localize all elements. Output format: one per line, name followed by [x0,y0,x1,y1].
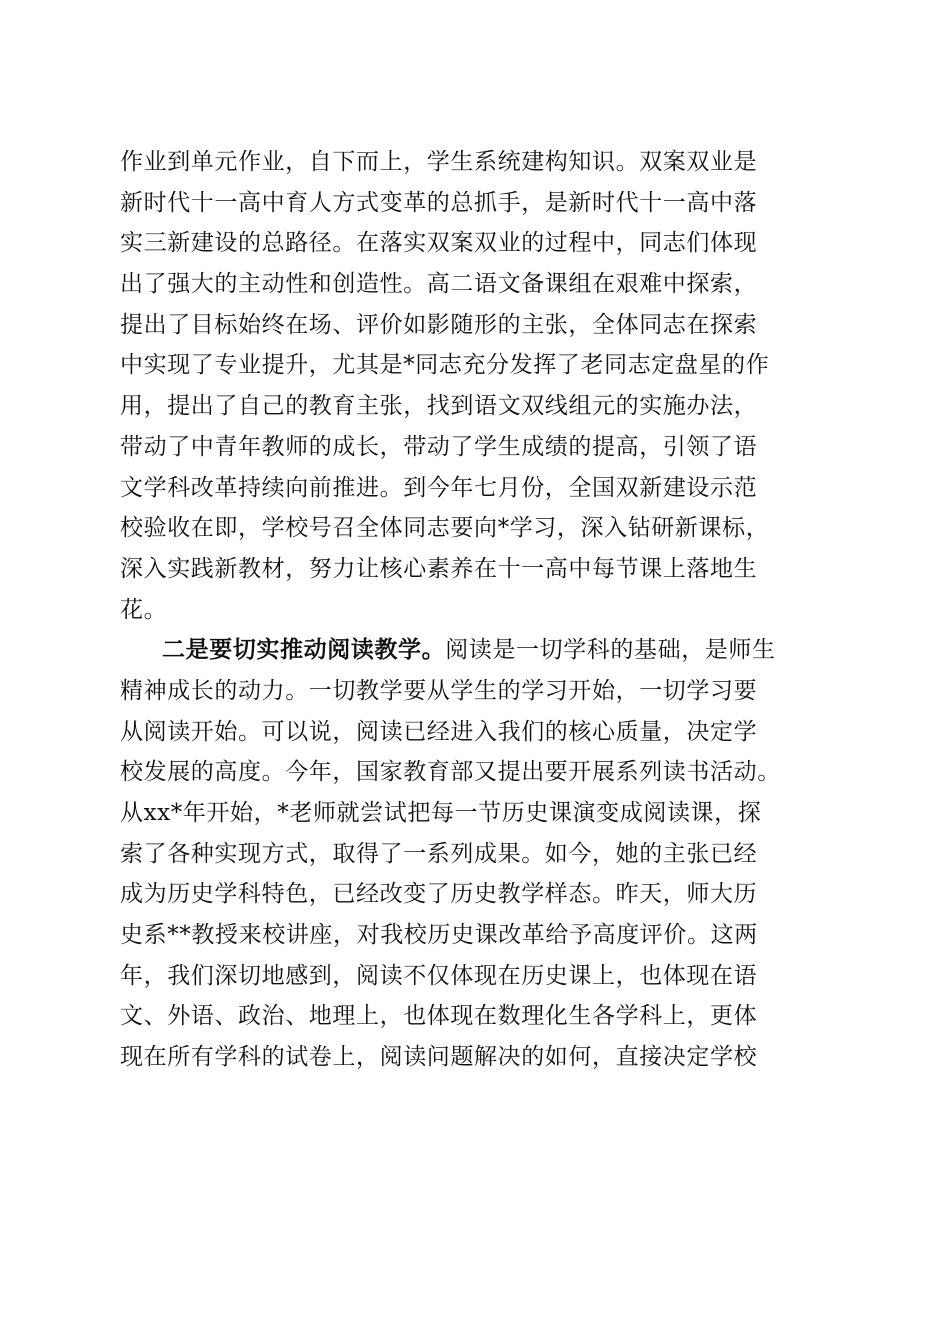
text-run: 阅读是一切学科的基础，是师生 [445,637,776,664]
paragraph-2 [120,630,840,1078]
text-line: 年，我们深切地感到，阅读不仅体现在历史课上，也体现在语 [120,962,758,989]
text-line: 精神成长的动力。一切教学要从学生的学习开始，一切学习要 [120,677,758,704]
paragraph-1 [120,142,840,630]
text-line: 实三新建设的总路径。在落实双案双业的过程中，同志们体现 [120,230,758,257]
text-line: 中实现了专业提升，尤其是*同志充分发挥了老同志定盘星的作 [120,352,770,379]
text-line: 史系**教授来校讲座，对我校历史课改革给予高度评价。这两 [120,922,758,949]
text-line: 文、外语、政治、地理上，也体现在数理化生各学科上，更体 [120,1003,758,1030]
text-line: 提出了目标始终在场、评价如影随形的主张，全体同志在探索 [120,311,758,338]
text-line: 从xx*年开始，*老师就尝试把每一节历史课演变成阅读课，探 [120,800,762,826]
text-line: 用，提出了自己的教育主张，找到语文双线组元的实施办法， [120,393,758,420]
document-body [120,142,840,1078]
section-heading: 二是要切实推动阅读教学。 [162,636,446,664]
text-line: 索了各种实现方式，取得了一系列成果。如今，她的主张已经 [120,840,758,867]
text-line: 作业到单元作业，自下而上，学生系统建构知识。双案双业是 [120,149,758,175]
text-line: 成为历史学科特色，已经改变了历史教学样态。昨天，师大历 [120,881,758,908]
text-line: 校发展的高度。今年，国家教育部又提出要开展系列读书活动。 [120,759,781,786]
text-line: 深入实践新教材，努力让核心素养在十一高中每节课上落地生 [120,555,758,582]
text-line: 文学科改革持续向前推进。到今年七月份，全国双新建设示范 [120,474,758,501]
text-line: 带动了中青年教师的成长，带动了学生成绩的提高，引领了语 [120,433,758,460]
text-line: 出了强大的主动性和创造性。高二语文备课组在艰难中探索， [120,271,758,298]
text-line: 从阅读开始。可以说，阅读已经进入我们的核心质量，决定学 [120,718,758,745]
paragraph-2-first-line [120,630,840,671]
text-line: 花。 [120,596,168,623]
text-line: 校验收在即，学校号召全体同志要向*学习，深入钻研新课标， [120,515,770,542]
text-line: 新时代十一高中育人方式变革的总抓手，是新时代十一高中落 [120,189,758,216]
text-line: 现在所有学科的试卷上，阅读问题解决的如何，直接决定学校 [120,1044,758,1071]
